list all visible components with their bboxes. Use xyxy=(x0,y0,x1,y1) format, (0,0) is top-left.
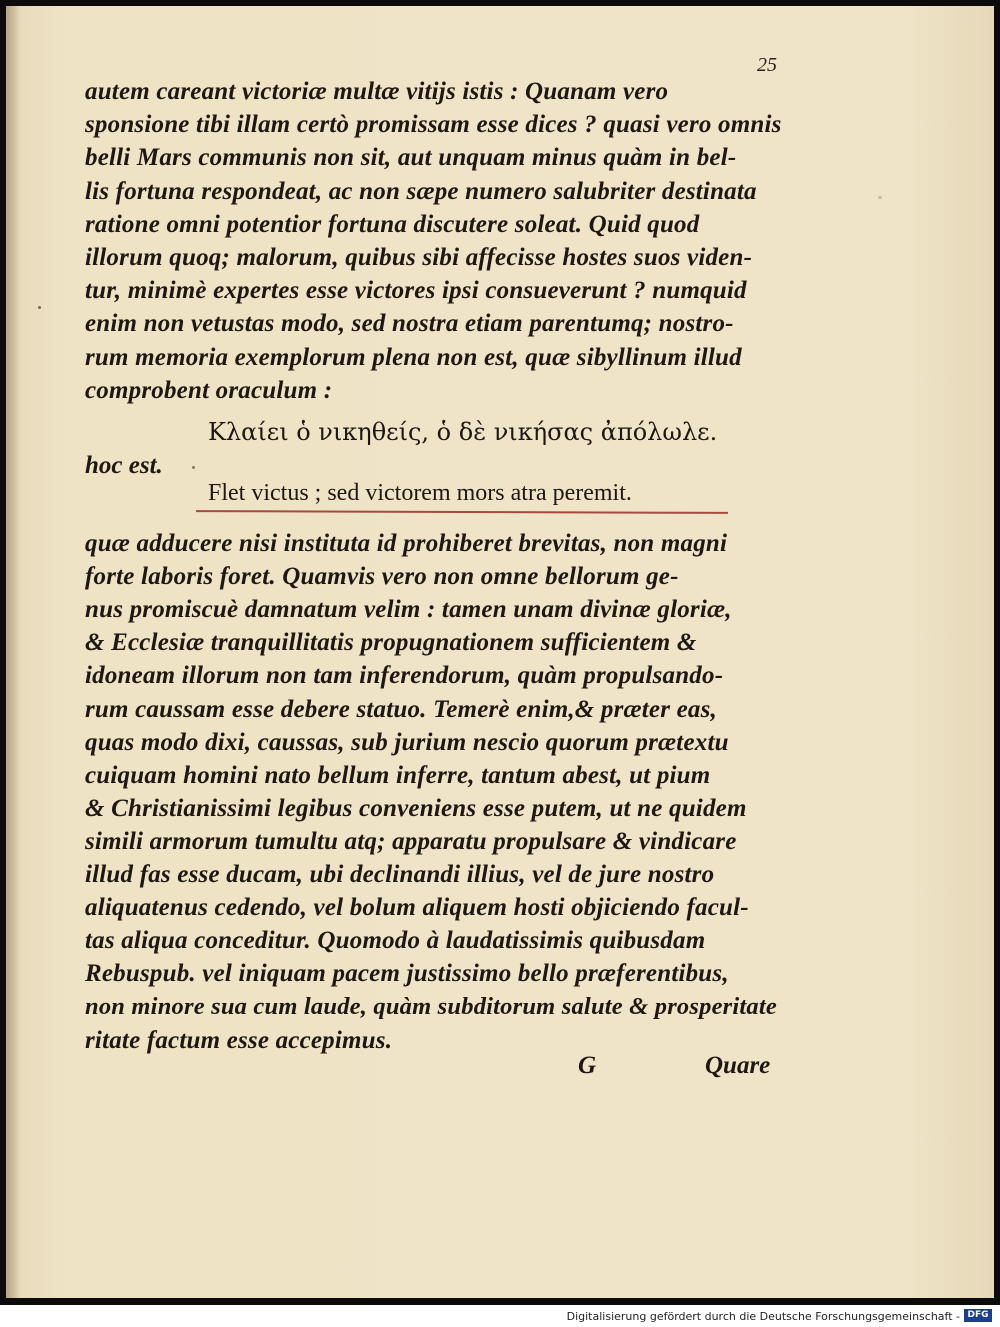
digitization-credit: Digitalisierung gefördert durch die Deutsche Forschungsgemeinschaft - xyxy=(566,1310,960,1323)
signature-mark: G xyxy=(578,1052,597,1079)
text-line: illud fas esse ducam, ubi declinandi illius, vel de jure nostro xyxy=(85,861,715,888)
text-line: belli Mars communis non sit, aut unquam minus quàm in bel- xyxy=(85,144,737,172)
ink-dot xyxy=(192,466,195,469)
text-line: ratione omni potentior fortuna discutere soleat. Quid quod xyxy=(85,210,700,238)
text-line: quas modo dixi, caussas, sub jurium nescio quorum prætextu xyxy=(85,728,729,756)
text-line: idoneam illorum non tam inferendorum, quàm propulsando- xyxy=(85,662,724,690)
text-line: forte laboris foret. Quamvis vero non omne bellorum ge- xyxy=(85,563,679,591)
text-line: & Christianissimi legibus conveniens esse putem, ut ne quidem xyxy=(85,794,747,822)
text-line: nus promiscuè damnatum velim : tamen unam divinæ gloriæ, xyxy=(85,596,732,624)
text-line: illorum quoq; malorum, quibus sibi affecisse hostes suos viden- xyxy=(85,244,753,271)
greek-verse: Κλαίει ὁ νικηθείς, ὁ δὲ νικήσας ἀπόλωλε. xyxy=(208,418,718,446)
text-line: cuiquam homini nato bellum inferre, tantum abest, ut pium xyxy=(85,761,711,789)
page-gutter-shadow xyxy=(6,6,20,1298)
text-line: tur, minimè expertes esse victores ipsi consueverunt ? numquid xyxy=(85,277,747,305)
text-line: Rebuspub. vel iniquam pacem justissimo bello præferentibus, xyxy=(85,960,729,988)
ink-spot xyxy=(38,306,41,309)
page-number: 25 xyxy=(757,54,777,76)
text-line: rum caussam esse debere statuo. Temerè enim,& præter eas, xyxy=(85,695,717,723)
text-line: quæ adducere nisi instituta id prohiberet brevitas, non magni xyxy=(85,530,728,557)
latin-verse: Flet victus ; sed victorem mors atra peremit. xyxy=(208,480,632,506)
hoc-est-label: hoc est. xyxy=(85,452,163,479)
text-line: enim non vetustas modo, sed nostra etiam parentumq; nostro- xyxy=(85,310,734,338)
text-line: autem careant victoriæ multæ vitijs istis : Quanam vero xyxy=(85,78,669,105)
catchword: Quare xyxy=(705,1052,771,1079)
text-line: aliquatenus cedendo, vel bolum aliquem hosti objiciendo facul- xyxy=(85,894,749,922)
text-line: comprobent oraculum : xyxy=(85,376,333,404)
text-line: tas aliqua conceditur. Quomodo à laudatissimis quibusdam xyxy=(85,927,706,955)
text-line: rum memoria exemplorum plena non est, quæ sibyllinum illud xyxy=(85,343,742,371)
text-line: sponsione tibi illam certò promissam esse dices ? quasi vero omnis xyxy=(85,111,782,139)
text-line: non minore sua cum laude, quàm subditorum salute & prosperitate xyxy=(85,993,777,1021)
text-line: & Ecclesiæ tranquillitatis propugnationem sufficientem & xyxy=(85,629,697,657)
dfg-logo-icon: DFG xyxy=(964,1309,992,1322)
text-line: ritate factum esse accepimus. xyxy=(85,1026,393,1054)
ink-spot xyxy=(878,196,882,199)
text-line: lis fortuna respondeat, ac non sæpe numero salubriter destinata xyxy=(85,177,757,205)
text-line: simili armorum tumultu atq; apparatu propulsare & vindicare xyxy=(85,827,737,855)
